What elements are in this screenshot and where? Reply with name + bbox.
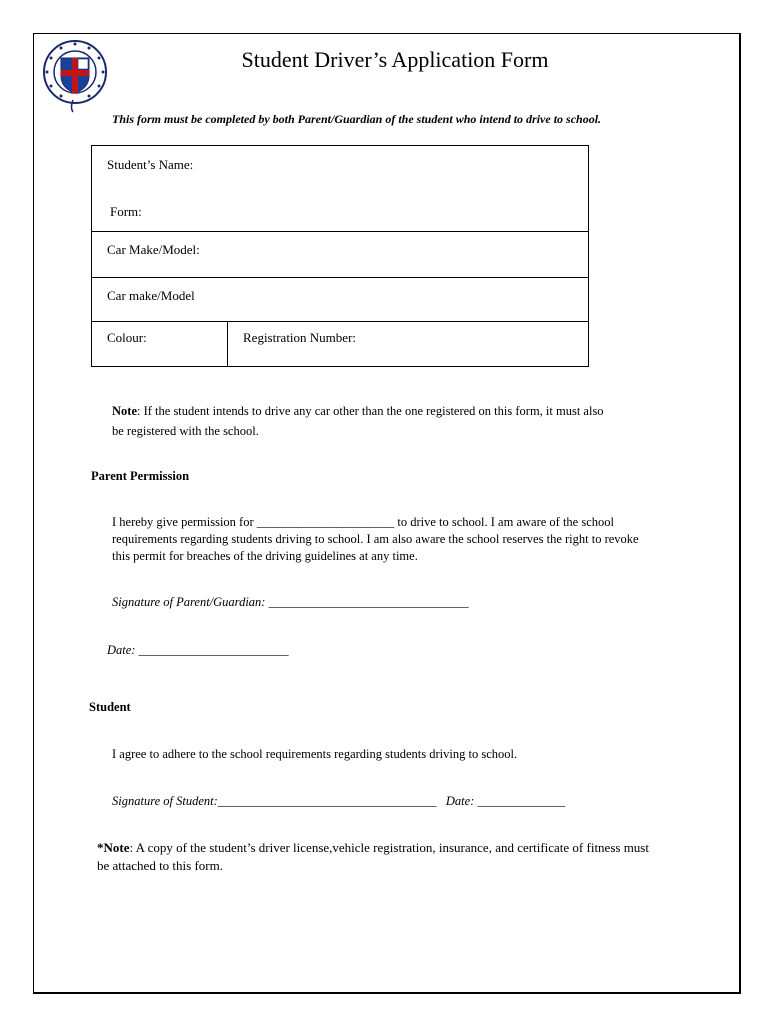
registration-number-field[interactable]: Registration Number: <box>243 330 357 345</box>
student-signature-row[interactable] <box>112 794 565 809</box>
student-info-table <box>91 145 589 367</box>
student-name-field[interactable]: Student’s Name: <box>107 157 194 172</box>
student-agreement-statement: I agree to adhere to the school requirements regarding students driving to school. <box>112 747 518 761</box>
student-date-line[interactable]: ______________ <box>477 794 565 808</box>
student-signature-line[interactable]: ___________________________________ <box>217 794 437 808</box>
parent-date-label: Date: <box>107 643 136 657</box>
table-column-divider <box>227 321 228 367</box>
page-title: Student Driver’s Application Form <box>241 47 549 72</box>
colour-field[interactable]: Colour: <box>107 330 147 345</box>
table-row-divider <box>92 231 588 232</box>
table-row-divider <box>92 277 588 278</box>
student-date-label: Date: <box>445 794 475 808</box>
parent-signature-label: Signature of Parent/Guardian: <box>112 595 266 609</box>
car-make-model-field-1[interactable]: Car Make/Model: <box>107 242 200 257</box>
student-signature-label: Signature of Student: <box>112 794 218 808</box>
parent-permission-statement: I hereby give permission for ______________________ to drive to school. I am aware of the school requirements regarding students driving to school. I am also aware the school reserves the right to revoke this permit for breaches of the driving guidelines at any time. <box>112 515 639 563</box>
table-row-divider <box>92 321 588 322</box>
attachments-note <box>97 839 657 875</box>
student-heading: Student <box>89 700 131 714</box>
intro-instructions: This form must be completed by both Parent/Guardian of the student who intend to drive to school. <box>112 112 602 126</box>
school-crest-logo <box>40 38 110 114</box>
parent-signature-row[interactable] <box>112 595 469 610</box>
footer-note-text: : A copy of the student’s driver license,vehicle registration, insurance, and certificate of fitness must be attached to this form. <box>97 840 649 873</box>
footer-note-label: *Note <box>97 840 130 855</box>
car-make-model-field-2[interactable]: Car make/Model <box>107 288 195 303</box>
note-text: : If the student intends to drive any car other than the one registered on this form, it must also be registered with the school. <box>112 404 604 438</box>
note-label: Note <box>112 404 137 418</box>
parent-date-line[interactable]: ________________________ <box>138 643 289 657</box>
parent-date-row[interactable] <box>107 643 289 658</box>
parent-signature-line[interactable]: ________________________________ <box>268 595 469 609</box>
parent-permission-heading: Parent Permission <box>91 469 190 483</box>
registration-note <box>112 401 612 441</box>
form-field[interactable]: Form: <box>110 204 142 219</box>
